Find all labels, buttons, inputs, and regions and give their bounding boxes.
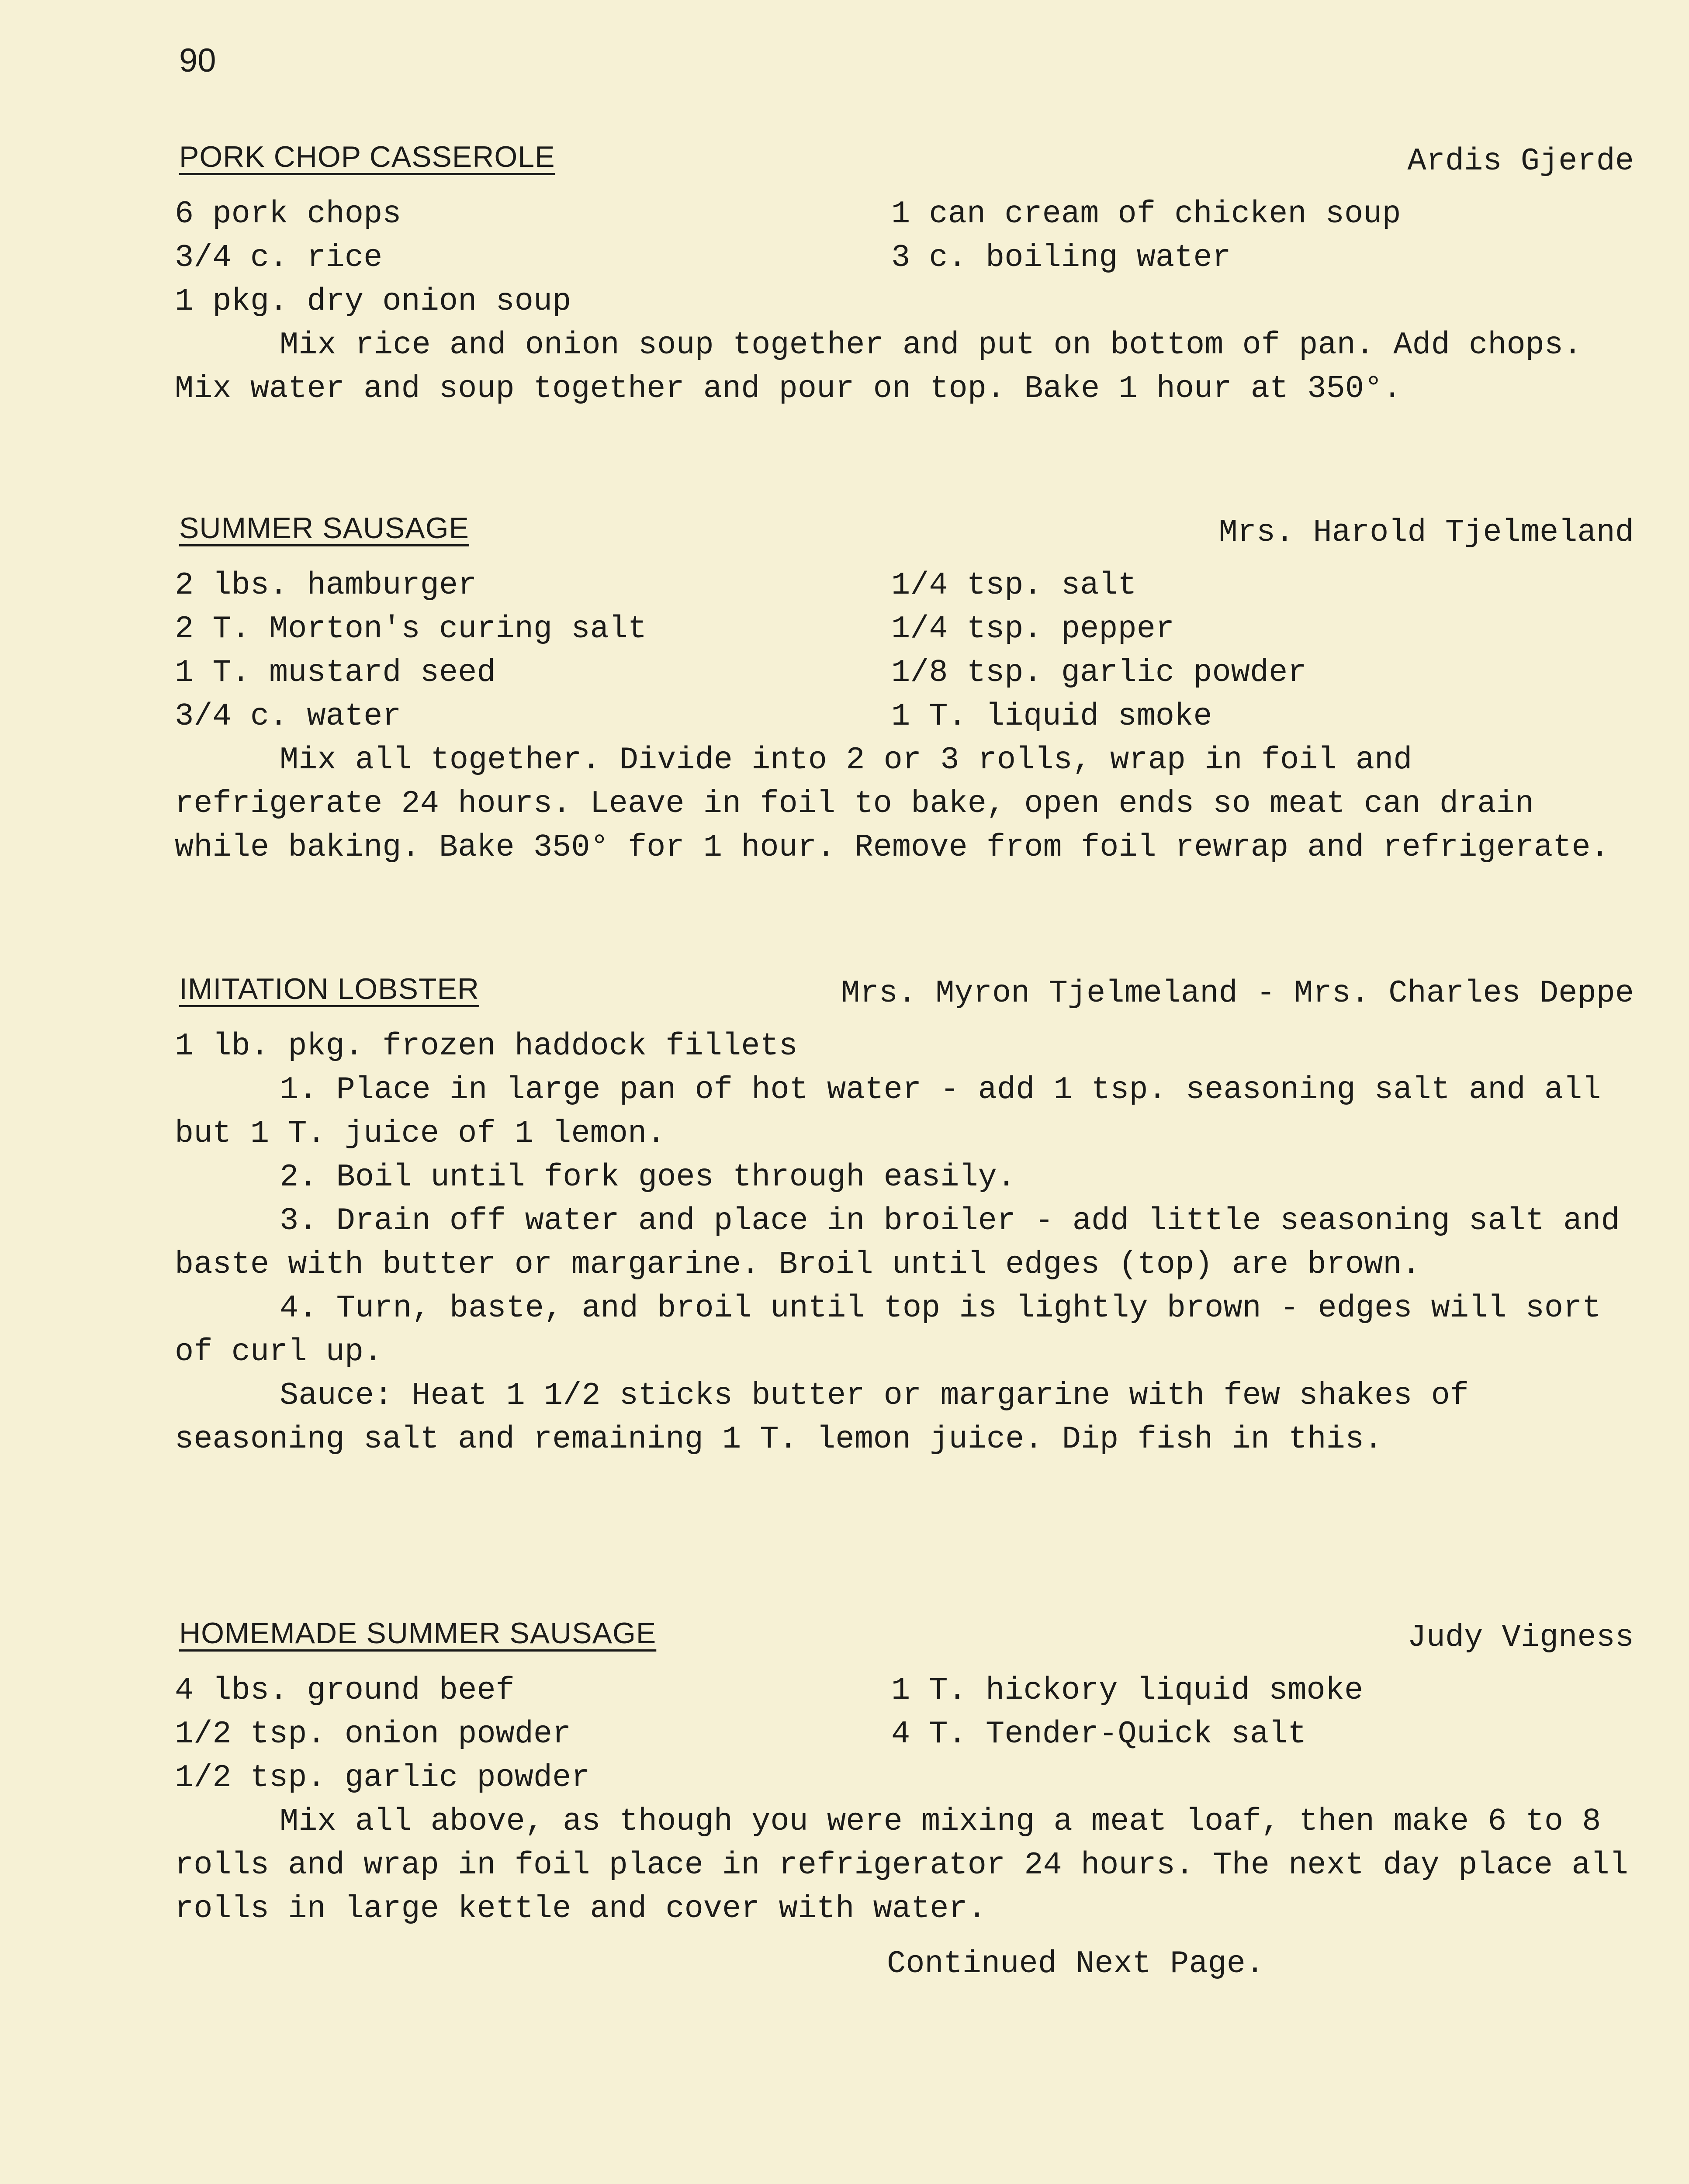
ingredient-row (175, 607, 1634, 651)
ingredient: 6 pork chops (175, 196, 401, 232)
direction-step-4: 4. Turn, baste, and broil until top is lightly brown - edges will sort of curl up. (175, 1290, 1620, 1370)
recipe-header (175, 972, 1634, 1024)
ingredient (891, 280, 1634, 323)
ingredient-row (175, 280, 1634, 323)
recipe-summer-sausage (175, 511, 1634, 869)
ingredient-row (175, 563, 1634, 607)
direction-step-1: 1. Place in large pan of hot water - add 1 tsp. seasoning salt and all but 1 T. juice of 1 lemon. (175, 1072, 1620, 1151)
ingredient: 4 T. Tender-Quick salt (891, 1716, 1307, 1752)
recipe-header (175, 1616, 1634, 1669)
sauce-directions: Sauce: Heat 1 1/2 sticks butter or margarine with few shakes of seasoning salt and remaining 1 T. lemon juice. Dip fish in this. (175, 1378, 1488, 1457)
ingredient-list (175, 563, 1634, 738)
ingredient-list (175, 192, 1634, 323)
continued-next-page: Continued Next Page. (887, 1946, 1265, 1982)
ingredient-row (175, 236, 1634, 280)
recipe-title: HOMEMADE SUMMER SAUSAGE (179, 1617, 657, 1650)
ingredient-row (175, 1756, 1634, 1800)
recipe-title: SUMMER SAUSAGE (179, 511, 469, 545)
direction-step-3: 3. Drain off water and place in broiler - add little seasoning salt and baste with butter or margarine. Broil until edges (top) are brown. (175, 1203, 1639, 1282)
recipe-title: PORK CHOP CASSEROLE (179, 140, 555, 173)
direction-step-2: 2. Boil until fork goes through easily. (280, 1159, 1016, 1195)
ingredient: 1 pkg. dry onion soup (175, 283, 571, 319)
recipe-author: Ardis Gjerde (1407, 143, 1634, 179)
ingredient: 1 T. mustard seed (175, 655, 496, 691)
ingredient-row (175, 651, 1634, 695)
recipe-directions: Mix all together. Divide into 2 or 3 rolls, wrap in foil and refrigerate 24 hours. Leave in foil to bake, open ends so meat can drain while baking. Bake 350° for 1 hour. Remove from foil rewrap and refrigerate. (175, 742, 1609, 865)
ingredient-row (175, 1669, 1634, 1712)
recipe-author: Mrs. Harold Tjelmeland (1218, 515, 1634, 550)
recipe-author: Mrs. Myron Tjelmeland - Mrs. Charles Deppe (841, 975, 1634, 1011)
ingredient: 3 c. boiling water (891, 240, 1231, 276)
ingredient-row (175, 1712, 1634, 1756)
ingredient: 1 lb. pkg. frozen haddock fillets (175, 1028, 798, 1064)
recipe-imitation-lobster (175, 972, 1639, 1461)
ingredient: 1/4 tsp. salt (891, 567, 1137, 603)
ingredient (798, 1024, 1634, 1068)
recipe-title: IMITATION LOBSTER (179, 972, 479, 1006)
ingredient: 1/2 tsp. onion powder (175, 1716, 571, 1752)
page-number: 90 (179, 42, 216, 79)
ingredient-list (175, 1024, 1634, 1068)
ingredient-row (175, 1024, 1634, 1068)
ingredient: 1/8 tsp. garlic powder (891, 655, 1307, 691)
ingredient: 2 lbs. hamburger (175, 567, 477, 603)
ingredient: 1 T. hickory liquid smoke (891, 1673, 1364, 1708)
recipe-pork-chop-casserole (175, 140, 1634, 411)
recipe-header (175, 511, 1634, 563)
ingredient-row (175, 192, 1634, 236)
ingredient: 1 can cream of chicken soup (891, 196, 1401, 232)
ingredient: 3/4 c. water (175, 698, 401, 734)
ingredient: 3/4 c. rice (175, 240, 383, 276)
ingredient: 4 lbs. ground beef (175, 1673, 515, 1708)
recipe-homemade-summer-sausage (175, 1616, 1647, 1931)
recipe-header (175, 140, 1634, 192)
ingredient: 1 T. liquid smoke (891, 698, 1212, 734)
ingredient: 2 T. Morton's curing salt (175, 611, 647, 647)
recipe-directions: Mix all above, as though you were mixing a meat loaf, then make 6 to 8 rolls and wrap in foil place in refrigerator 24 hours. The next day place all rolls in large kettle and cover with water. (175, 1804, 1647, 1927)
ingredient-list (175, 1669, 1634, 1800)
ingredient (891, 1756, 1634, 1800)
ingredient-row (175, 695, 1634, 738)
ingredient: 1/2 tsp. garlic powder (175, 1760, 590, 1796)
recipe-directions: Mix rice and onion soup together and put on bottom of pan. Add chops. Mix water and soup together and pour on top. Bake 1 hour at 350°. (175, 327, 1601, 407)
ingredient: 1/4 tsp. pepper (891, 611, 1175, 647)
recipe-author: Judy Vigness (1407, 1620, 1634, 1655)
